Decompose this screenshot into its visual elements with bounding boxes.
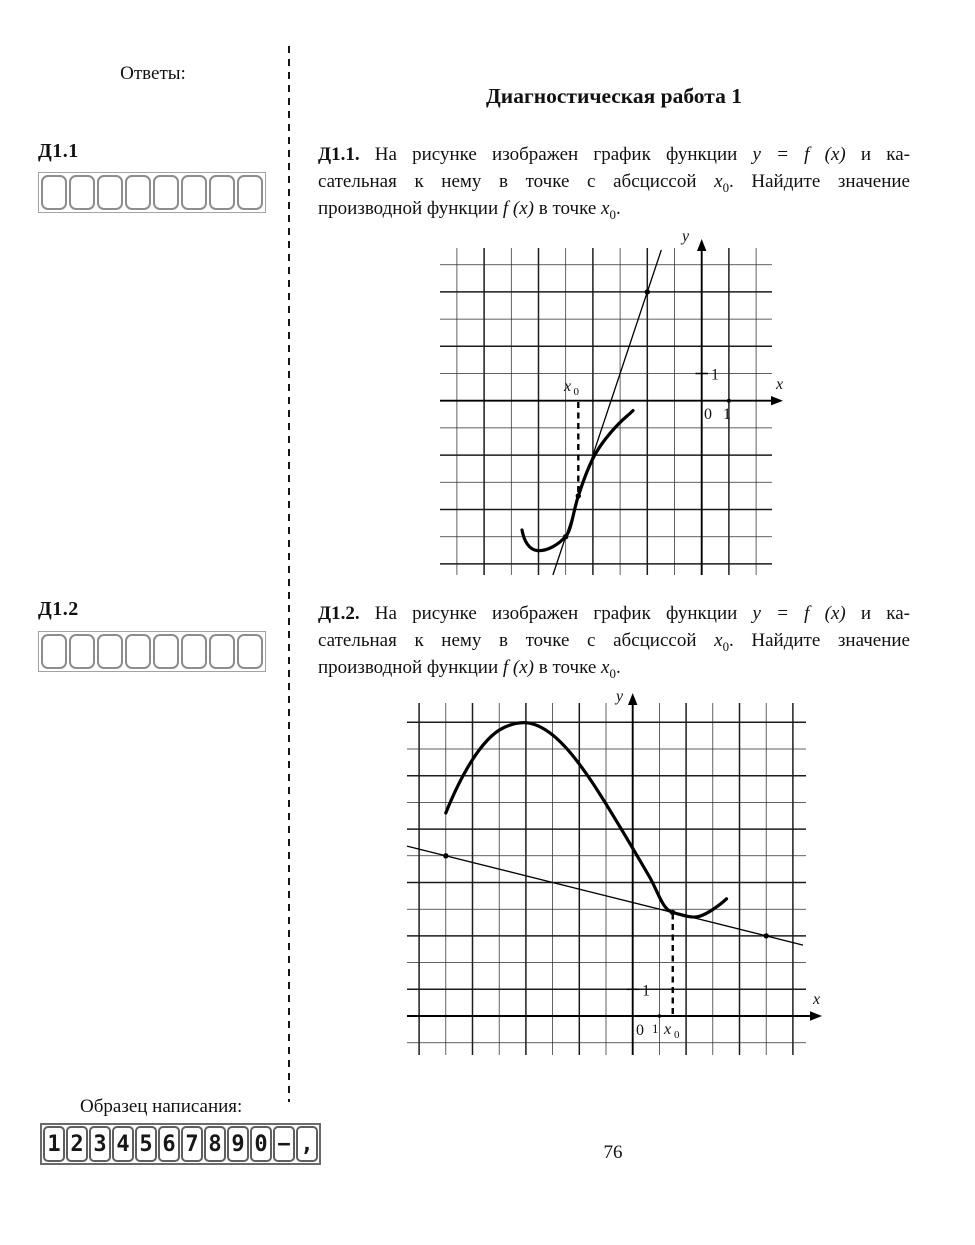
answer-cell	[237, 634, 263, 669]
graph-d1-1	[436, 228, 788, 578]
origin-label: 0	[636, 1022, 644, 1039]
problem-number: Д1.1.	[318, 144, 360, 165]
x0-label: x	[564, 378, 572, 395]
answer-cell	[181, 634, 207, 669]
answer-cell	[69, 175, 95, 210]
answer-cell	[125, 634, 151, 669]
page-title: Диагностическая работа 1	[486, 84, 742, 108]
answer-cell	[97, 175, 123, 210]
answer-cell	[153, 634, 179, 669]
sample-char-cell: −	[273, 1126, 295, 1162]
x0-subscript: 0	[674, 1029, 680, 1041]
answers-header: Ответы:	[120, 63, 186, 84]
tangent-point-dot	[645, 289, 650, 294]
sample-char-cell: 0	[250, 1126, 272, 1162]
tangent-point-dot	[764, 933, 769, 938]
sample-char-cell: 4	[112, 1126, 134, 1162]
x-axis-arrow-icon	[771, 396, 783, 405]
problem-number: Д1.2.	[318, 603, 360, 624]
y-unit-label: 1	[642, 982, 650, 1000]
y-unit-label: 1	[711, 366, 719, 384]
x-axis-label: x	[813, 991, 821, 1008]
y-axis-label: y	[616, 688, 624, 705]
answer-cell	[125, 175, 151, 210]
x0-subscript: 0	[573, 386, 579, 398]
graph-d1-2	[395, 685, 855, 1060]
tangent-line	[407, 846, 803, 945]
y-axis-arrow-icon	[697, 239, 706, 251]
sample-char-cell: 6	[158, 1126, 180, 1162]
answer-cell	[41, 634, 67, 669]
answer-cell	[209, 175, 235, 210]
y-axis-arrow-icon	[628, 693, 637, 705]
answer-label-d1-1: Д1.1	[38, 140, 79, 162]
tangency-point-dot	[576, 493, 581, 498]
sample-char-cell: ,	[296, 1126, 318, 1162]
sample-char-cell: 7	[181, 1126, 203, 1162]
origin-label: 0	[704, 406, 712, 423]
dashed-column-divider	[288, 46, 290, 1102]
answer-cell	[153, 175, 179, 210]
sample-char-cell: 9	[227, 1126, 249, 1162]
sample-char-cell: 8	[204, 1126, 226, 1162]
answer-cell	[97, 634, 123, 669]
sample-char-cell: 3	[89, 1126, 111, 1162]
page-number: 76	[603, 1142, 623, 1163]
sample-writing-strip	[40, 1123, 321, 1165]
answer-cell	[41, 175, 67, 210]
answer-label-d1-2: Д1.2	[38, 598, 79, 620]
problem-d1-2-text: Д1.2. На рисунке изображен график функции y = f (x) и ка- сательная к нему в точке с абсциссой $x_0$. Найдите значение производной функции f (x) в точке $x_0$.	[318, 603, 910, 681]
x-unit-label: 1	[723, 406, 731, 423]
x-unit-tick	[658, 1014, 662, 1018]
sample-char-cell: 5	[135, 1126, 157, 1162]
function-curve	[446, 723, 727, 917]
x0-label: x	[664, 1021, 672, 1038]
answer-boxes-d1-1	[38, 172, 266, 213]
sample-char-cell: 2	[66, 1126, 88, 1162]
sample-char-cell: 1	[43, 1126, 65, 1162]
x-axis-arrow-icon	[810, 1011, 822, 1020]
x-axis-label: x	[776, 376, 784, 393]
tangent-point-dot	[563, 534, 568, 539]
answer-boxes-d1-2	[38, 631, 266, 672]
answer-cell	[181, 175, 207, 210]
x-unit-label: 1	[652, 1021, 659, 1036]
x-unit-tick	[727, 399, 731, 403]
sample-writing-label: Образец написания:	[80, 1096, 243, 1117]
answer-cell	[237, 175, 263, 210]
tangency-point-dot	[670, 910, 675, 915]
answer-cell	[69, 634, 95, 669]
problem-d1-1-text: Д1.1. На рисунке изображен график функции y = f (x) и ка- сательная к нему в точке с абсциссой $x_0$. Найдите значение производной функции f (x) в точке $x_0$.	[318, 144, 910, 222]
tangent-point-dot	[443, 853, 448, 858]
y-axis-label: y	[682, 228, 690, 245]
answer-cell	[209, 634, 235, 669]
